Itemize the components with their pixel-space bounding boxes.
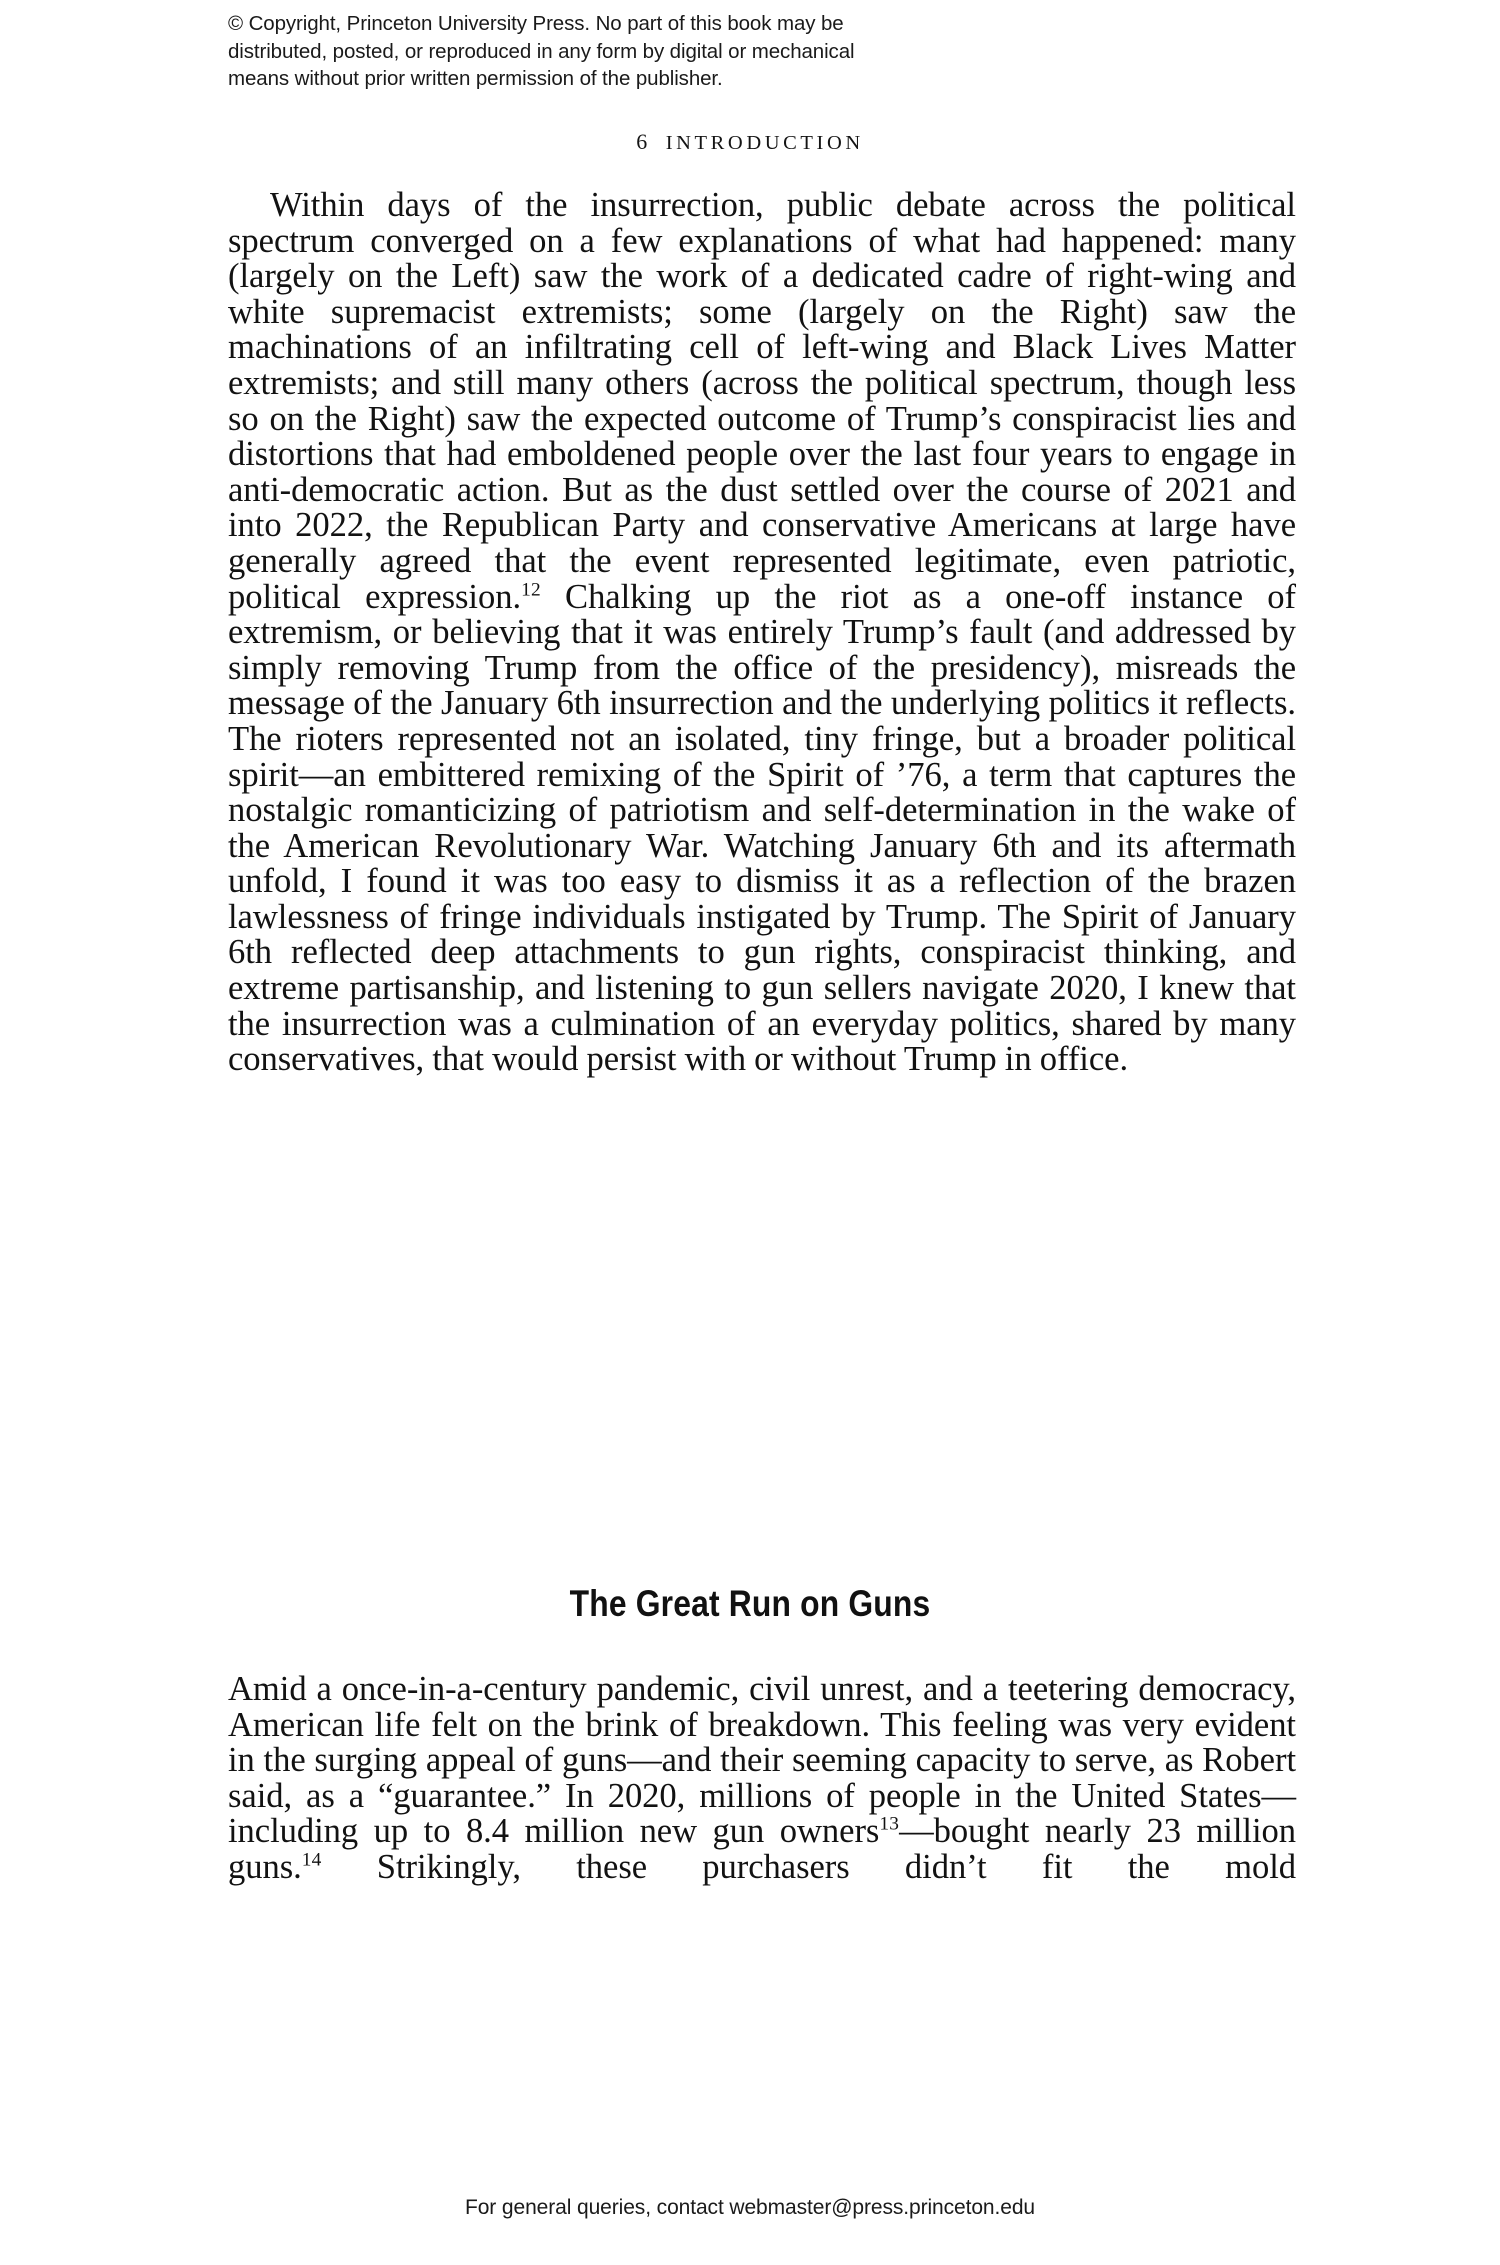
running-head xyxy=(0,129,1500,155)
paragraph-1-text-a: Within days of the insurrection, public debate across the political spectrum converged on a few explanations of what had happened: many (largely on the Left) saw the work of a dedicated cadre of right-wing and white supremacist extremists; some (largely on the Right) saw the machinations of an infiltrating cell of left-wing and Black Lives Matter extremists; and still many others (across the political spectrum, though less so on the Right) saw the expected outcome of Trump’s conspiracist lies and distortions that had emboldened people over the last four years to engage in anti-democratic action. But as the dust settled over the course of 2021 and into 2022, the Republican Party and conservative Americans at large have generally agreed that the event represented legitimate, even patriotic, political expression. xyxy=(228,186,1296,616)
section-heading: The Great Run on Guns xyxy=(569,1583,931,1624)
copyright-notice xyxy=(228,10,1058,93)
body-paragraph-2 xyxy=(228,1672,1296,1886)
paragraph-2-text-b: —bought nearly 23 million guns. xyxy=(228,1812,1296,1886)
paragraph-2-text-a: Amid a once-in-a-century pandemic, civil unrest, and a teetering democracy, American life felt on the brink of breakdown. This feeling was very evident in the surging appeal of guns—and their seeming capacity to serve, as Robert said, as a “guarantee.” In 2020, millions of people in the United States—including up to 8.4 million new gun owners xyxy=(228,1670,1296,1851)
paragraph-1-text-b: Chalking up the riot as a one-off instance of extremism, or believing that it was entirely Trump’s fault (and addressed by simply removing Trump from the office of the presidency), misreads the message of the January 6th insurrection and the underlying politics it reflects. The rioters represented not an isolated, tiny fringe, but a broader political spirit—an embittered remixing of the Spirit of ’76, a term that captures the nostalgic romanticizing of patriotism and self-determination in the wake of the American Revolutionary War. Watching January 6th and its aftermath unfold, I found it was too easy to dismiss it as a reflection of the brazen lawlessness of fringe individuals instigated by Trump. The Spirit of January 6th reflected deep attachments to gun rights, conspiracist thinking, and extreme partisanship, and listening to gun sellers navigate 2020, I knew that the insurrection was a culmination of an everyday politics, shared by many conservatives, that would persist with or without Trump in office. xyxy=(228,577,1296,1079)
secondary-text-column xyxy=(228,1672,1296,1886)
running-head-title: INTRODUCTION xyxy=(665,132,864,154)
page-number: 6 xyxy=(636,129,648,154)
body-paragraph-1 xyxy=(228,188,1296,1078)
copyright-line-3: means without prior written permission of the publisher. xyxy=(228,67,723,90)
footnote-marker-14: 14 xyxy=(301,1849,322,1871)
footnote-marker-13: 13 xyxy=(879,1813,900,1835)
copyright-line-2: distributed, posted, or reproduced in any form by digital or mechanical xyxy=(228,39,855,63)
main-text-column xyxy=(228,188,1296,1078)
copyright-line-1: © Copyright, Princeton University Press. No part of this book may be xyxy=(228,12,844,35)
paragraph-2-text-c: Strikingly, these purchasers didn’t fit the mold xyxy=(321,1847,1296,1886)
footer-contact-note: For general queries, contact webmaster@press.princeton.edu xyxy=(465,2196,1035,2219)
footnote-marker-12: 12 xyxy=(521,579,541,600)
